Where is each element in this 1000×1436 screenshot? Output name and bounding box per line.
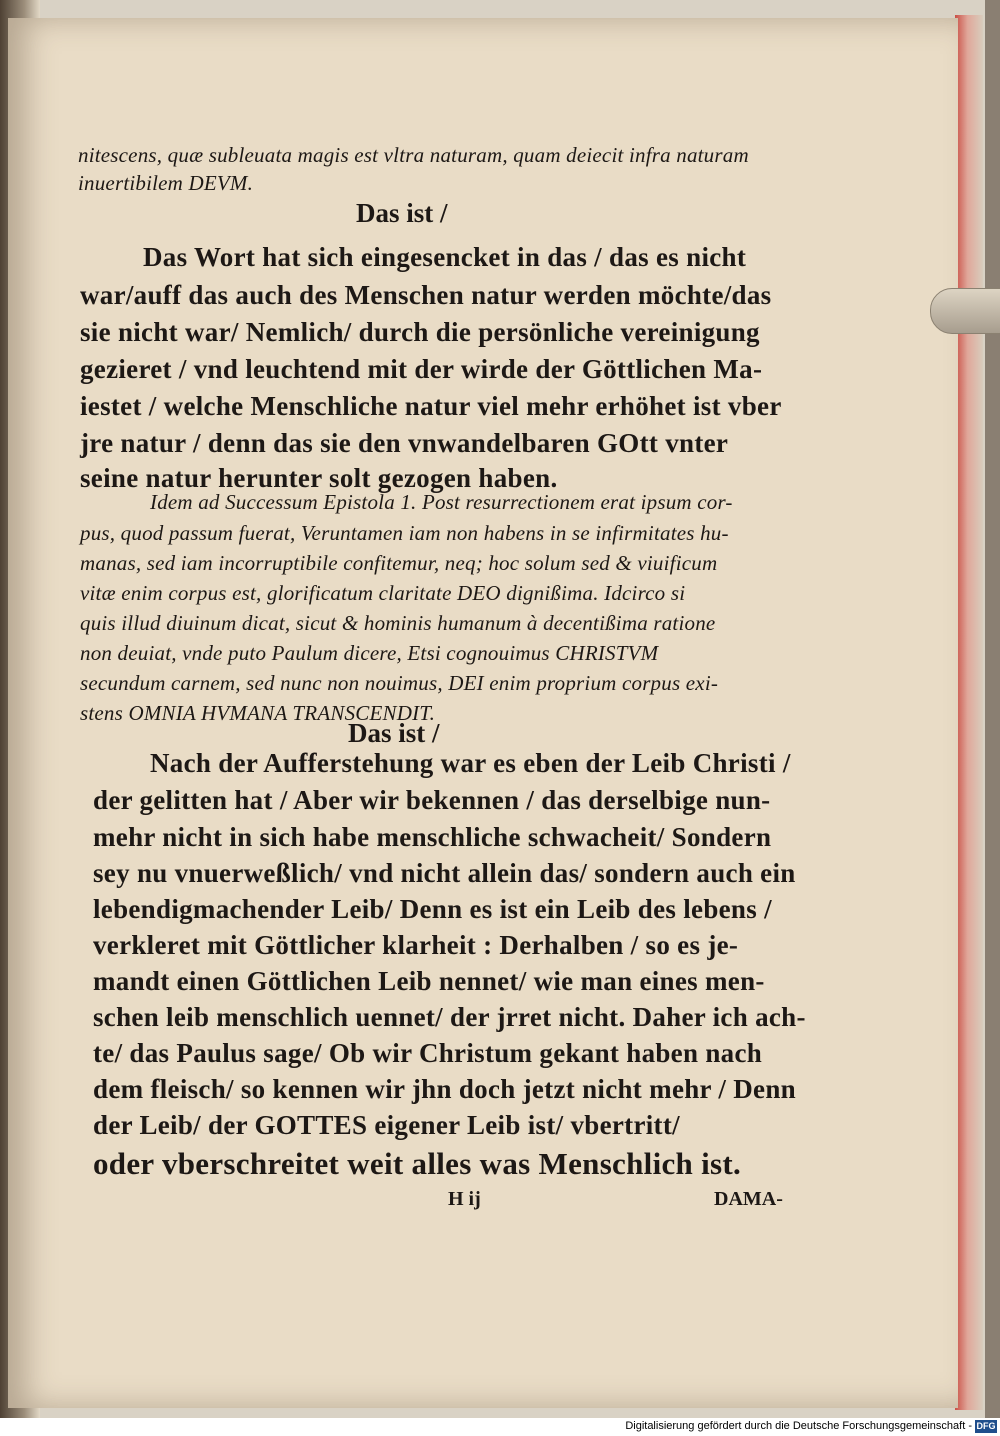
german-2-line-7: mandt einen Göttlichen Leib nennet/ wie man eines men-: [93, 966, 765, 996]
page-clip-tab: [930, 288, 1000, 334]
german-2-line-6: verkleret mit Göttlicher klarheit : Derhalben / so es je-: [93, 930, 739, 960]
latin-top-line-1: nitescens, quæ subleuata magis est vltra naturam, quam deiecit infra naturam: [78, 143, 749, 167]
latin-2-line-1: Idem ad Successum Epistola 1. Post resurrectionem erat ipsum cor-: [150, 490, 733, 514]
german-2-line-1: Nach der Aufferstehung war es eben der Leib Christi /: [150, 748, 791, 778]
dfg-logo: DFG: [976, 1421, 996, 1431]
german-2-line-3: mehr nicht in sich habe menschliche schwacheit/ Sondern: [93, 822, 772, 852]
german-1-line-5: iestet / welche Menschliche natur viel mehr erhöhet ist vber: [80, 391, 782, 421]
german-1-line-1: Das Wort hat sich eingesencket in das / das es nicht: [143, 242, 747, 272]
latin-2-line-4: vitæ enim corpus est, glorificatum claritate DEO dignißima. Idcirco si: [80, 581, 686, 605]
latin-2-line-3: manas, sed iam incorruptibile confitemur, neq; hoc solum sed & viuificum: [80, 551, 718, 575]
german-2-line-4: sey nu vnuerweßlich/ vnd nicht allein das/ sondern auch ein: [93, 858, 796, 888]
german-2-line-5: lebendigmachender Leib/ Denn es ist ein Leib des lebens /: [93, 894, 772, 924]
catchword: DAMA-: [714, 1188, 783, 1210]
german-2-line-8: schen leib menschlich uennet/ der jrret nicht. Daher ich ach-: [93, 1002, 806, 1032]
latin-2-line-2: pus, quod passum fuerat, Veruntamen iam non habens in se infirmitates hu-: [80, 521, 729, 545]
signature-mark: H ij: [448, 1188, 481, 1210]
dfg-credit-text: Digitalisierung gefördert durch die Deutsche Forschungsgemeinschaft -: [625, 1420, 972, 1432]
latin-2-line-5: quis illud diuinum dicat, sicut & hominis humanum à decentißima ratione: [80, 611, 716, 635]
latin-2-line-7: secundum carnem, sed nunc non nouimus, DEI enim proprium corpus exi-: [80, 671, 719, 695]
latin-top-line-2: inuertibilem DEVM.: [78, 171, 254, 195]
german-2-line-10: dem fleisch/ so kennen wir jhn doch jetzt nicht mehr / Denn: [93, 1074, 796, 1104]
german-2-line-9: te/ das Paulus sage/ Ob wir Christum gekant haben nach: [93, 1038, 763, 1068]
heading-das-ist-1: Das ist /: [356, 198, 448, 228]
german-1-line-6: jre natur / denn das sie den vnwandelbaren GOtt vnter: [80, 428, 729, 458]
book-page: [8, 18, 958, 1408]
german-last-line: oder vberschreitet weit alles was Menschlich ist.: [93, 1146, 742, 1181]
german-2-line-2: der gelitten hat / Aber wir bekennen / das derselbige nun-: [93, 785, 771, 815]
german-1-line-4: gezieret / vnd leuchtend mit der wirde der Göttlichen Ma-: [80, 354, 763, 384]
german-1-line-3: sie nicht war/ Nemlich/ durch die persönliche vereinigung: [80, 317, 760, 347]
german-2-line-11: der Leib/ der GOTTES eigener Leib ist/ vbertritt/: [93, 1110, 680, 1140]
page-fore-edge: [955, 15, 983, 1410]
latin-2-line-6: non deuiat, vnde puto Paulum dicere, Etsi cognouimus CHRISTVM: [80, 641, 659, 665]
latin-2-line-8: stens OMNIA HVMANA TRANSCENDIT.: [80, 701, 436, 725]
german-1-line-2: war/auff das auch des Menschen natur werden möchte/das: [80, 280, 772, 310]
german-1-line-7: seine natur herunter solt gezogen haben.: [80, 463, 558, 493]
heading-das-ist-2: Das ist /: [348, 718, 440, 748]
